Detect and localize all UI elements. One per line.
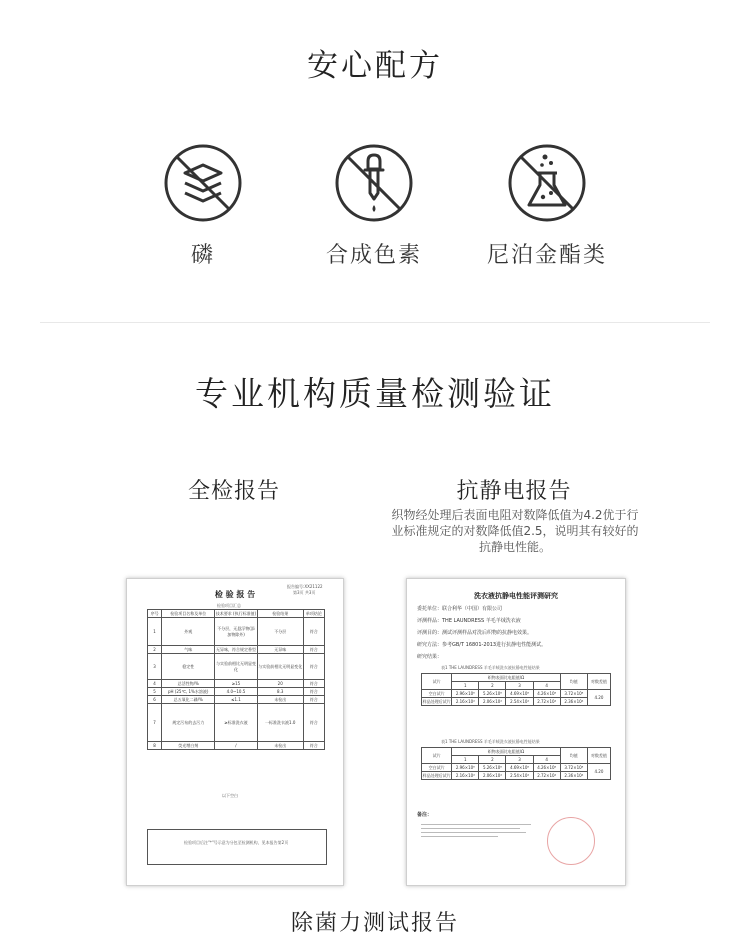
full-report-document xyxy=(126,578,344,886)
table-cell: 2.36×10⁴ xyxy=(560,698,587,706)
table-cell: 1 xyxy=(148,618,162,646)
doc-line: 研究方法：参考GB/T 16801-2013进行抗静电性能测试。 xyxy=(417,642,547,648)
phosphorus-label: 磷 xyxy=(190,243,215,268)
table-cell: 5.26×10⁸ xyxy=(479,690,506,698)
verification-title: 专业机构质量检测验证 xyxy=(195,374,555,413)
safe-formula-title: 安心配方 xyxy=(307,48,443,84)
table-cell: 符合 xyxy=(303,646,324,654)
table-cell: 4.26×10⁸ xyxy=(533,764,560,772)
table-cell: 3.72×10⁸ xyxy=(560,764,587,772)
table-cell: 2.72×10⁴ xyxy=(533,772,560,780)
col-header: 试片 xyxy=(422,748,452,764)
table-cell: 气味 xyxy=(162,646,215,654)
col-header: 均值 xyxy=(560,748,587,764)
table-cell: 2.36×10⁴ xyxy=(560,772,587,780)
table-cell: 稳定性 xyxy=(162,654,215,680)
antistatic-report-document xyxy=(406,578,626,886)
footer-box xyxy=(147,829,327,865)
full-report-title: 全检报告 xyxy=(187,479,280,504)
table-cell: 荧光增白剂 xyxy=(162,742,215,750)
table-caption: 检验项目汇总 xyxy=(217,603,241,608)
table-cell: 3.72×10⁸ xyxy=(560,690,587,698)
col-subheader: 3 xyxy=(506,756,533,764)
col-subheader: 2 xyxy=(479,682,506,690)
table-cell: pH (25℃, 1%水溶液) xyxy=(162,688,215,696)
section-divider xyxy=(40,322,710,323)
table-cell: 符合 xyxy=(303,680,324,688)
table-cell: 2 xyxy=(148,646,162,654)
col-header: 试片 xyxy=(422,674,452,690)
doc-line: 研究结果： xyxy=(417,654,443,660)
table-cell: 8.3 xyxy=(257,688,303,696)
table-cell: / xyxy=(215,742,257,750)
col-header: 单项结论 xyxy=(303,610,324,618)
table-cell: 样品处理后试片 xyxy=(422,772,451,778)
table-cell: 2.96×10⁸ xyxy=(452,764,479,772)
table-cell: 未检出 xyxy=(257,696,303,704)
col-header: 检验项目名称及单位 xyxy=(162,610,215,618)
table-cell: 无异味 xyxy=(257,646,303,654)
doc-line: 评测样品：THE LAUNDRESS 羊毛羊绒洗衣液 xyxy=(417,618,521,624)
table-cell: ≥标准洗衣液 xyxy=(215,704,257,742)
layers-crossed-icon xyxy=(163,143,243,223)
antistatic-table-1 xyxy=(421,673,611,706)
flask-crossed-icon xyxy=(507,143,587,223)
table-cell: 符合 xyxy=(303,704,324,742)
table-cell: 3 xyxy=(148,654,162,680)
antistatic-report-title: 抗静电报告 xyxy=(456,479,572,504)
paraben-label: 尼泊金酯类 xyxy=(486,243,607,268)
table-cell: 4.26×10⁸ xyxy=(533,690,560,698)
table-cell: 8 xyxy=(148,742,162,750)
col-header: 织物表面比电阻值/Ω xyxy=(452,674,561,682)
table-cell: 2.72×10⁴ xyxy=(533,698,560,706)
table-cell: 无异味，符合规定香型 xyxy=(215,646,256,652)
table-cell: 样品处理后试片 xyxy=(422,698,451,704)
table-cell: 符合 xyxy=(303,688,324,696)
table-cell: 2.06×10⁴ xyxy=(479,698,506,706)
col-subheader: 4 xyxy=(533,756,560,764)
table1-caption: 表1 THE LAUNDRESS 羊毛羊绒洗衣液抗静电性能结果 xyxy=(441,665,540,670)
table-end-note: 以下空白 xyxy=(222,793,238,798)
report-number: 报告编号:XX21122 xyxy=(287,584,323,589)
col-header: 对数差值 xyxy=(587,748,610,764)
col-subheader: 2 xyxy=(479,756,506,764)
doc-line: 委托单位：联合利华（中国）有限公司 xyxy=(417,606,503,612)
table-cell: 7 xyxy=(148,704,162,742)
col-subheader: 1 xyxy=(452,682,479,690)
antibacterial-report-title: 除菌力测试报告 xyxy=(290,911,459,936)
table-cell: 空白试片 xyxy=(422,690,452,698)
antistatic-doc-header: 洗衣液抗静电性能评测研究 xyxy=(474,592,558,600)
table-cell: 4.69×10⁸ xyxy=(506,690,533,698)
table-cell: 4 xyxy=(148,680,162,688)
table-cell: 符合 xyxy=(303,742,324,750)
table-cell: 5.26×10⁸ xyxy=(479,764,506,772)
log-diff-cell: 4.20 xyxy=(587,764,610,780)
table-cell: 符合 xyxy=(303,618,324,646)
synthetic-pigment-label: 合成色素 xyxy=(325,243,422,268)
table-cell: 与实验前相比无明显变化 xyxy=(257,654,303,680)
col-header: 序号 xyxy=(148,610,162,618)
antistatic-table-2 xyxy=(421,747,611,780)
table-cell: 符合 xyxy=(303,654,324,680)
table-cell: ≤1.1 xyxy=(215,696,257,704)
table-cell: 外观 xyxy=(162,618,215,646)
col-subheader: 4 xyxy=(533,682,560,690)
remarks-title: 备注： xyxy=(417,812,433,818)
table-cell: 4.69×10⁸ xyxy=(506,764,533,772)
inspection-table xyxy=(147,609,325,750)
footer-note: 检验项目后注"*"号示意为分包至检测机构，见本报告第2页 xyxy=(184,840,289,845)
table-cell: 2.06×10⁴ xyxy=(479,772,506,780)
table-cell: ≥15 xyxy=(215,680,257,688)
report-header: 检 验 报 告 xyxy=(214,590,256,599)
col-header: 对数差值 xyxy=(587,674,610,690)
col-subheader: 1 xyxy=(452,756,479,764)
table-cell: 符合 xyxy=(303,696,324,704)
table-cell: 总活性物/% xyxy=(162,680,215,688)
col-subheader: 3 xyxy=(506,682,533,690)
col-header: 均值 xyxy=(560,674,587,690)
col-header: 技术要求 (执行标准值) xyxy=(215,610,257,616)
antistatic-description: 织物经处理后表面电阻对数降低值为4.2优于行业标准规定的对数降低值2.5，说明其有较好的抗静电性能。 xyxy=(391,508,639,554)
table-cell: 规定污布的去污力 xyxy=(162,704,215,742)
log-diff-cell: 4.20 xyxy=(587,690,610,706)
table-cell: 空白试片 xyxy=(422,764,452,772)
col-header: 织物表面比电阻值/Ω xyxy=(452,748,561,756)
doc-line: 评测目的：测试评测样品对洗后织物的抗静电效果。 xyxy=(417,630,533,636)
col-header: 检验结果 xyxy=(257,610,303,618)
table-cell: 2.16×10⁴ xyxy=(452,698,479,706)
table-cell: 20 xyxy=(257,680,303,688)
table-cell: 2.16×10⁴ xyxy=(452,772,479,780)
table-cell: 2.54×10⁴ xyxy=(506,698,533,706)
table-cell: 2.54×10⁴ xyxy=(506,772,533,780)
table-cell: 一标准洗衣液1.0 xyxy=(257,704,303,742)
table2-caption: 表1 THE LAUNDRESS 羊毛羊绒洗衣液抗静电性能结果 xyxy=(441,739,540,744)
table-cell: 总五氧化二磷/% xyxy=(162,696,215,704)
remarks-lines xyxy=(421,821,531,845)
table-cell: 4.0~10.5 xyxy=(215,688,257,696)
page-number: 第3页 共3页 xyxy=(293,590,316,595)
company-seal xyxy=(547,817,595,865)
dropper-crossed-icon xyxy=(334,143,414,223)
table-cell: 不分层 xyxy=(257,618,303,646)
table-cell: 未检出 xyxy=(257,742,303,750)
table-cell: 与实验前相比无明显变化 xyxy=(215,654,257,680)
table-cell: 5 xyxy=(148,688,162,696)
table-cell: 2.96×10⁸ xyxy=(452,690,479,698)
table-cell: 6 xyxy=(148,696,162,704)
table-cell: 不分层，无悬浮物(添加物除外) xyxy=(215,618,257,646)
